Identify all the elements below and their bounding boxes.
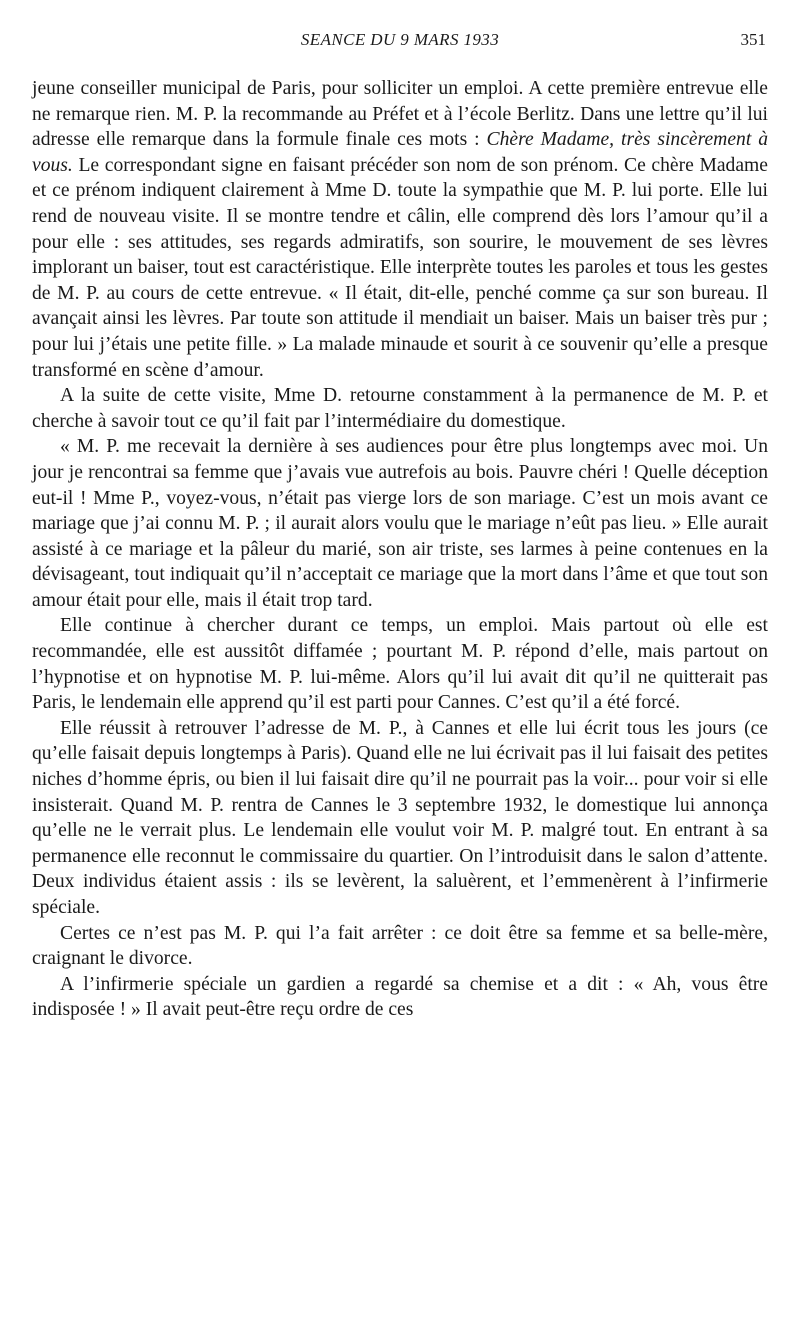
body-text — [32, 76, 768, 1023]
page-header — [30, 30, 770, 54]
paragraph — [32, 76, 768, 383]
paragraph — [32, 613, 768, 715]
text-run: Elle réussit à retrouver l’adresse de M. P., à Cannes et elle lui écrit tous les jours (ce qu’elle faisait depuis longtemps à Paris). Quand elle ne lui écrivait pas il lui faisait des petites niches d’homme épris, ou bien il lui faisait dire qu’il ne pourrait pas la voir... pour voir si elle insisterait. Quand M. P. rentra de Cannes le 3 septembre 1932, le domestique lui annonça qu’elle ne le verrait plus. Le lendemain elle voulut voir M. P. malgré tout. En entrant à sa permanence elle reconnut le commissaire du quartier. On l’introduisit dans le salon d’attente. Deux individus étaient assis : ils se levèrent, la saluèrent, et l’emmenèrent à l’infirmerie spéciale. — [32, 717, 768, 918]
paragraph — [32, 434, 768, 613]
paragraph — [32, 716, 768, 921]
text-run: « M. P. me recevait la dernière à ses audiences pour être plus longtemps avec moi. Un jour je rencontrai sa femme que j’avais vue autrefois au bois. Pauvre chéri ! Quelle déception eut-il ! Mme P., voyez-vous, n’était pas vierge lors de son mariage. C’est un mois avant ce mariage que j’ai connu M. P. ; il aurait alors voulu que le mariage n’eût pas lieu. » Elle aurait assisté à ce mariage et la pâleur du marié, son air triste, ses larmes à peine contenues en la dévisageant, tout indiquait qu’il n’acceptait ce mariage que la mort dans l’âme et que tout son amour était pour elle, mais il était trop tard. — [32, 436, 768, 611]
text-run: Certes ce n’est pas M. P. qui l’a fait arrêter : ce doit être sa femme et sa belle-mère, craignant le divorce. — [32, 922, 768, 970]
text-run: jeune conseiller municipal de Paris, pour solliciter un emploi. A cette première entrevue elle ne remarque rien. M. P. la recommande au Préfet et à l’école Berlitz. Dans une lettre qu’il lui adresse elle remarque dans la formule finale ces mots : — [32, 78, 768, 151]
paragraph — [32, 921, 768, 972]
paragraph — [32, 972, 768, 1023]
text-run: Le correspondant signe en faisant précéder son nom de son prénom. Ce chère Madame et ce prénom indiquent clairement à Mme D. toute la sympathie que M. P. lui porte. Elle lui rend de nouveau visite. Il se montre tendre et câlin, elle comprend dès lors l’amour qu’il a pour elle : ses attitudes, ses regards admiratifs, son sourire, le mouvement de ses lèvres implorant un baiser, tout est caractéristique. Elle interprète toutes les paroles et tous les gestes de M. P. au cours de cette entrevue. « Il était, dit-elle, penché comme ça sur son bureau. Il avançait ainsi les lèvres. Par toute son attitude il mendiait un baiser. Mais un baiser très pur ; pour lui j’étais une petite fille. » La malade minaude et sourit à ce souvenir qu’elle a presque transformé en scène d’amour. — [32, 154, 768, 381]
text-run: Elle continue à chercher durant ce temps, un emploi. Mais partout où elle est recommandée, elle est aussitôt diffamée ; pourtant M. P. répond d’elle, mais partout on l’hypnotise et on hypnotise M. P. lui-même. Alors qu’il lui avait dit qu’il ne quitterait pas Paris, le lendemain elle apprend qu’il est parti pour Cannes. C’est qu’il a été forcé. — [32, 615, 768, 714]
page-number: 351 — [740, 30, 766, 49]
paragraph — [32, 383, 768, 434]
italic-quote: Chère Madame, très sincèrement à vous. — [32, 129, 768, 176]
text-run: A la suite de cette visite, Mme D. retourne constamment à la permanence de M. P. et cherche à savoir tout ce qu’il fait par l’intermédiaire du domestique. — [32, 385, 768, 432]
text-run: A l’infirmerie spéciale un gardien a regardé sa chemise et a dit : « Ah, vous être indisposée ! » Il avait peut-être reçu ordre de ces — [32, 973, 768, 1021]
running-title: SEANCE DU 9 MARS 1933 — [300, 30, 500, 49]
